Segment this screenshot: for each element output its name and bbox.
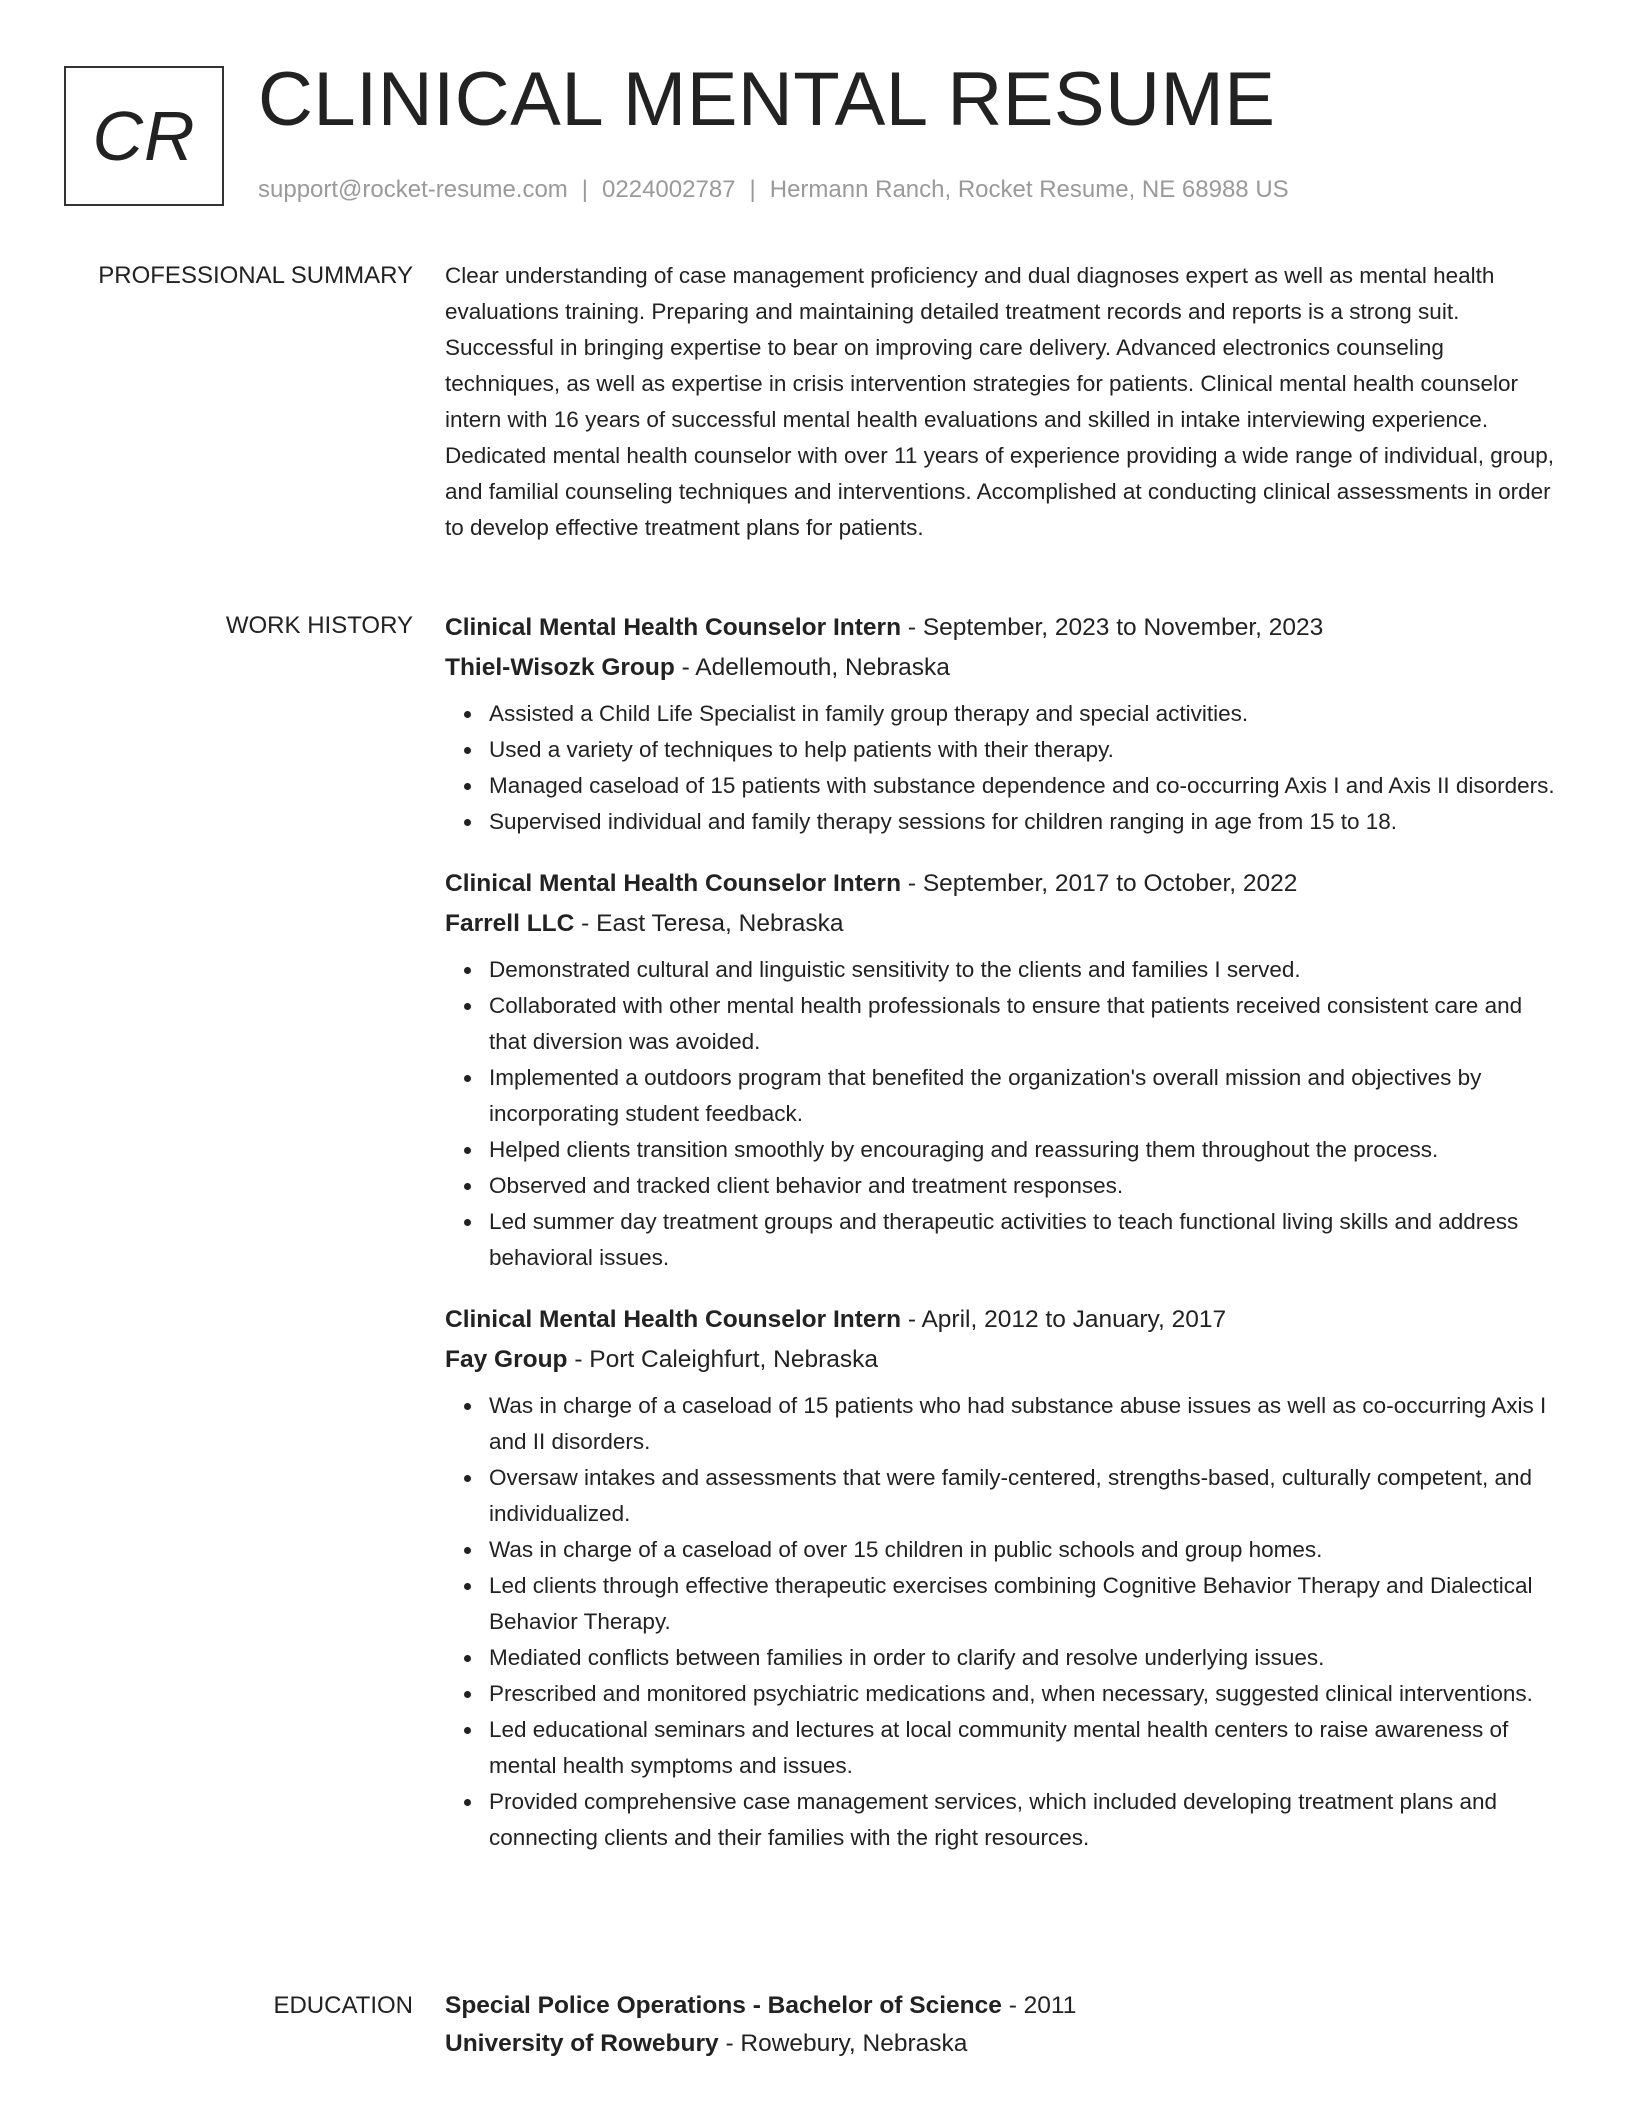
job-bullet: Was in charge of a caseload of 15 patients who had substance abuse issues as well as co-occurring Axis I and II disorders. (489, 1388, 1560, 1460)
contact-address: Hermann Ranch, Rocket Resume, NE 68988 US (769, 176, 1289, 203)
job-bullet: Provided comprehensive case management services, which included developing treatment plans and connecting clients and their families with the right resources. (489, 1784, 1560, 1856)
contact-line (258, 175, 1289, 205)
job-company: Thiel-Wisozk Group (445, 654, 675, 681)
job-bullet: Demonstrated cultural and linguistic sensitivity to the clients and families I served. (489, 952, 1560, 988)
job-bullet: Used a variety of techniques to help patients with their therapy. (489, 732, 1560, 768)
job-title: Clinical Mental Health Counselor Intern (445, 870, 902, 897)
job-dates: - September, 2017 to October, 2022 (901, 870, 1298, 897)
summary-body (445, 258, 1560, 546)
job-company-line (445, 1340, 1560, 1380)
education-body (445, 1986, 1560, 2064)
summary-text: Clear understanding of case management proficiency and dual diagnoses expert as well as mental health evaluations training. Preparing and maintaining detailed treatment records and reports is a strong suit. Successful in bringing expertise to bear on improving care delivery. Advanced electronics counseling techniques, as well as expertise in crisis intervention strategies for patients. Clinical mental health counselor intern with 16 years of successful mental health evaluations and skilled in intake interviewing experience. Dedicated mental health counselor with over 11 years of experience providing a wide range of individual, group, and familial counseling techniques and interventions. Accomplished at conducting clinical assessments in order to develop effective treatment plans for patients. (445, 263, 1554, 540)
resume-title: CLINICAL MENTAL RESUME (258, 57, 1276, 142)
work-history-body (445, 608, 1560, 1880)
monogram-box (64, 66, 224, 206)
work-history-label: WORK HISTORY (225, 612, 413, 639)
job-title-line (445, 864, 1560, 904)
job-bullet: Was in charge of a caseload of over 15 children in public schools and group homes. (489, 1532, 1560, 1568)
job-title: Clinical Mental Health Counselor Intern (445, 1306, 902, 1333)
education-label: EDUCATION (273, 1992, 413, 2019)
job-company-line (445, 648, 1560, 688)
job-company: Farrell LLC (445, 910, 575, 937)
job-title: Clinical Mental Health Counselor Intern (445, 614, 902, 641)
contact-separator: | (749, 176, 756, 203)
job-bullets (445, 1388, 1560, 1856)
job-bullet: Managed caseload of 15 patients with substance dependence and co-occurring Axis I and Axis II disorders. (489, 768, 1560, 804)
job-location: - East Teresa, Nebraska (574, 910, 844, 937)
degree-line (445, 1986, 1560, 2026)
job-bullet: Prescribed and monitored psychiatric medications and, when necessary, suggested clinical interventions. (489, 1676, 1560, 1712)
job-bullet: Collaborated with other mental health professionals to ensure that patients received consistent care and that diversion was avoided. (489, 988, 1560, 1060)
job-title-line (445, 1300, 1560, 1340)
job-entry (445, 864, 1560, 1276)
job-bullet: Observed and tracked client behavior and treatment responses. (489, 1168, 1560, 1204)
job-bullets (445, 952, 1560, 1276)
job-location: - Adellemouth, Nebraska (674, 654, 950, 681)
job-title-line (445, 608, 1560, 648)
contact-phone[interactable]: 0224002787 (602, 176, 736, 203)
job-company: Fay Group (445, 1346, 568, 1373)
job-bullet: Led clients through effective therapeutic exercises combining Cognitive Behavior Therapy and Dialectical Behavior Therapy. (489, 1568, 1560, 1640)
job-company-line (445, 904, 1560, 944)
job-bullet: Led educational seminars and lectures at local community mental health centers to raise awareness of mental health symptoms and issues. (489, 1712, 1560, 1784)
school: University of Rowebury (445, 2030, 719, 2057)
job-bullets (445, 696, 1560, 840)
school-location: - Rowebury, Nebraska (718, 2030, 968, 2057)
job-bullet: Oversaw intakes and assessments that were family-centered, strengths-based, culturally competent, and individualized. (489, 1460, 1560, 1532)
job-bullet: Helped clients transition smoothly by encouraging and reassuring them throughout the process. (489, 1132, 1560, 1168)
job-bullet: Supervised individual and family therapy sessions for children ranging in age from 15 to 18. (489, 804, 1560, 840)
job-entry (445, 1300, 1560, 1856)
degree-year: - 2011 (1001, 1992, 1077, 2019)
contact-separator: | (581, 176, 589, 203)
contact-email[interactable]: support@rocket-resume.com (258, 176, 568, 203)
school-line (445, 2024, 1560, 2064)
job-dates: - April, 2012 to January, 2017 (901, 1306, 1227, 1333)
job-bullet: Led summer day treatment groups and therapeutic activities to teach functional living skills and address behavioral issues. (489, 1204, 1560, 1276)
monogram-initials: CR (92, 97, 196, 175)
job-bullet: Assisted a Child Life Specialist in family group therapy and special activities. (489, 696, 1560, 732)
degree: Special Police Operations - Bachelor of Science (445, 1992, 1002, 2019)
job-bullet: Mediated conflicts between families in order to clarify and resolve underlying issues. (489, 1640, 1560, 1676)
job-entry (445, 608, 1560, 840)
job-dates: - September, 2023 to November, 2023 (901, 614, 1324, 641)
job-location: - Port Caleighfurt, Nebraska (567, 1346, 878, 1373)
job-bullet: Implemented a outdoors program that benefited the organization's overall mission and objectives by incorporating student feedback. (489, 1060, 1560, 1132)
summary-label: PROFESSIONAL SUMMARY (98, 262, 413, 289)
